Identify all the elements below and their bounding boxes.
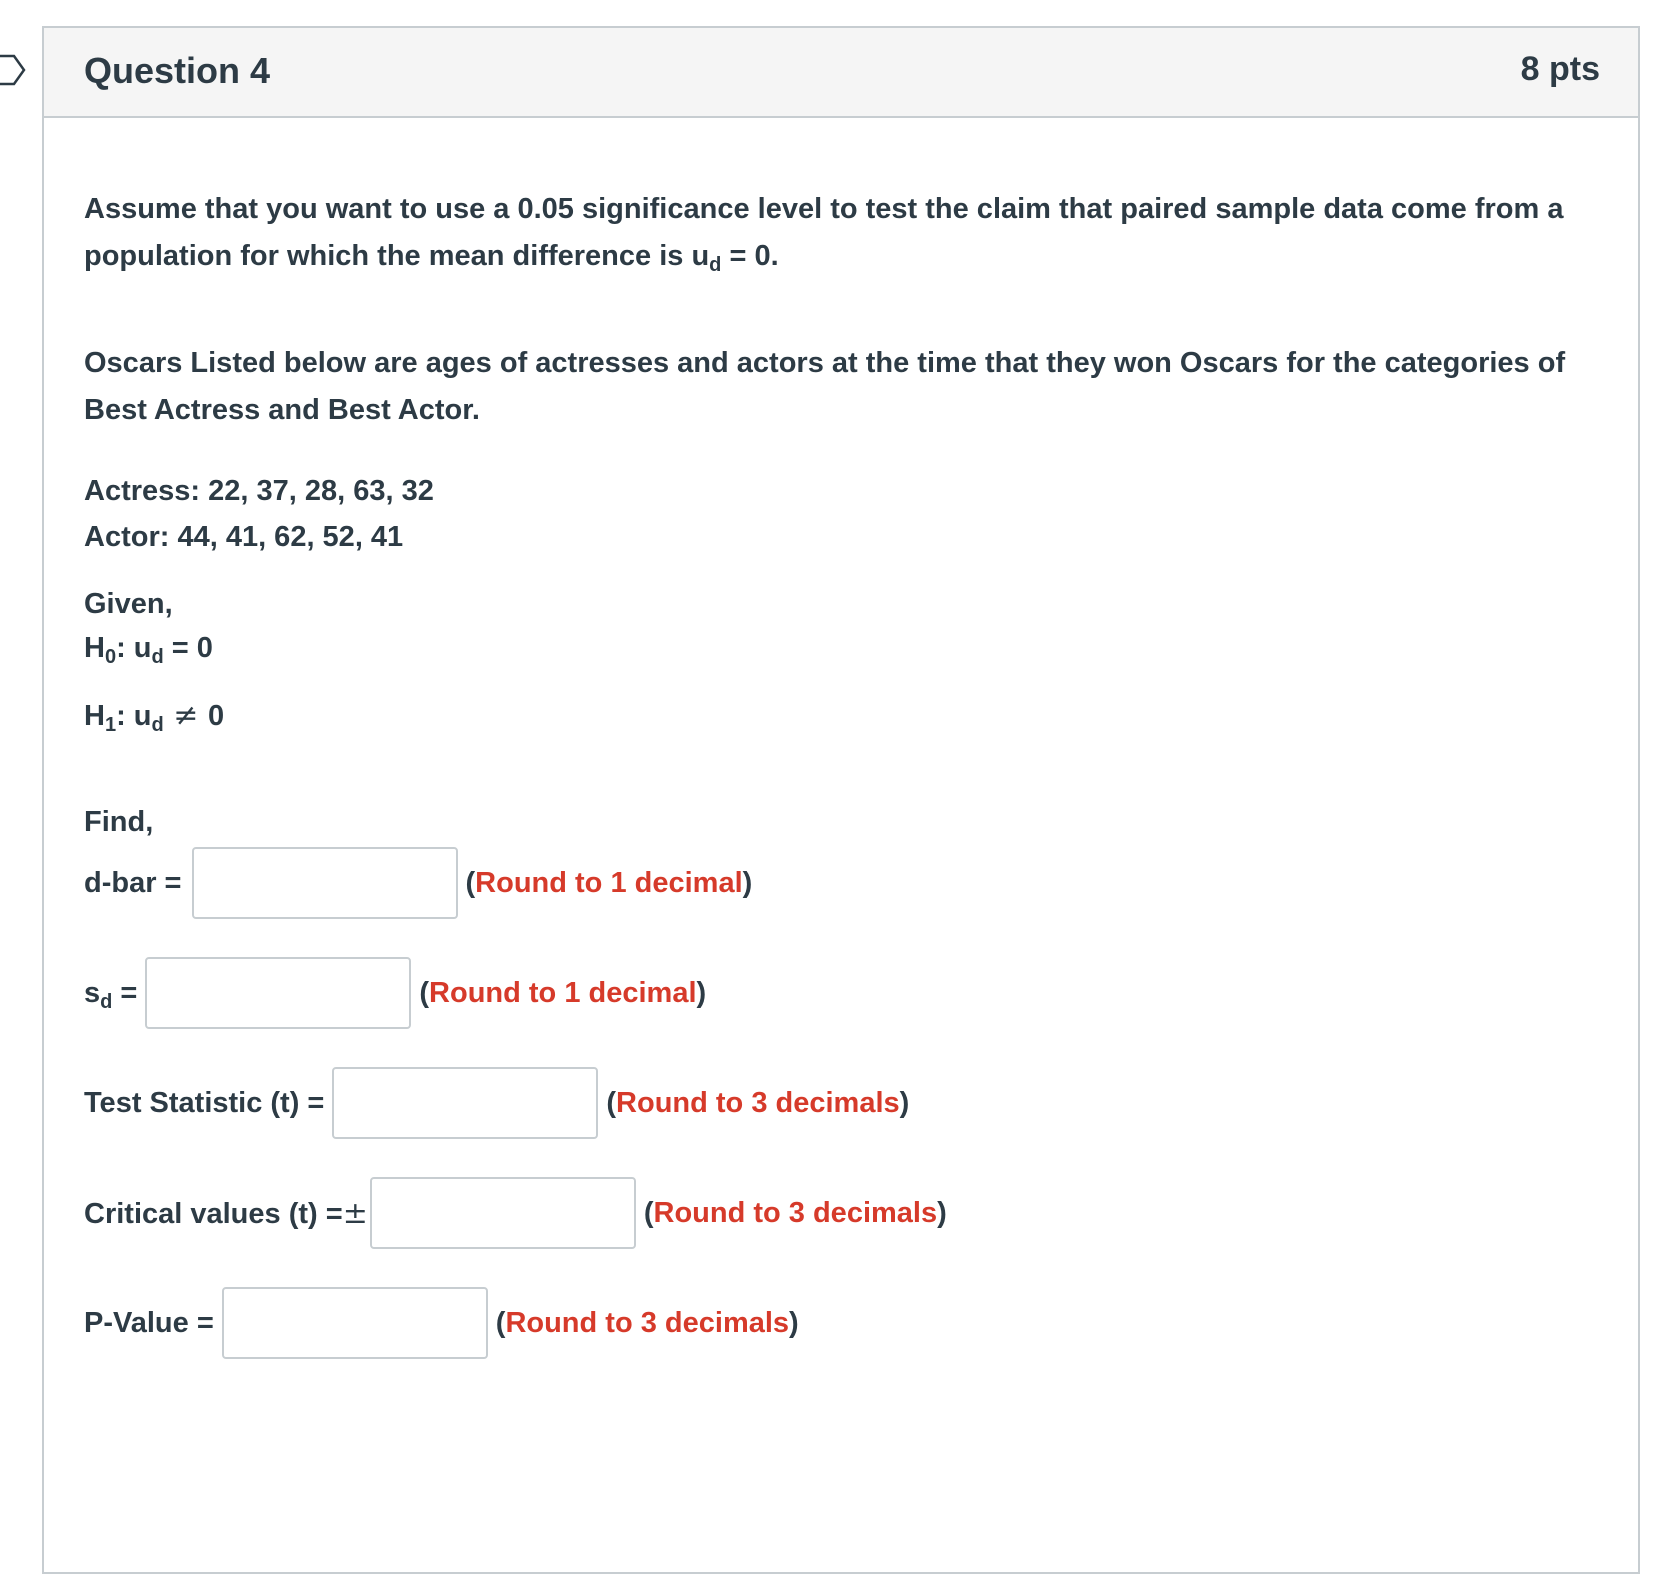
dbar-row xyxy=(84,846,752,920)
question-header xyxy=(44,28,1638,118)
question-title: Question 4 xyxy=(84,50,271,91)
sd-input[interactable] xyxy=(145,957,411,1029)
prompt-paragraph-1: Assume that you want to use a 0.05 significance level to test the claim that paired sample data come from a population for which the mean difference is $u_d = 0$. xyxy=(84,193,1564,276)
critical-values-input[interactable] xyxy=(370,1177,636,1249)
p-value-hint: (Round to 3 decimals) xyxy=(495,1306,799,1339)
test-statistic-label: Test Statistic (t) = xyxy=(84,1086,325,1119)
find-label: Find, xyxy=(84,806,154,838)
dbar-hint: (Round to 1 decimal) xyxy=(465,866,753,899)
plus-minus-symbol: ± xyxy=(342,1195,368,1231)
sd-row xyxy=(84,956,706,1030)
test-statistic-input[interactable] xyxy=(332,1067,598,1139)
critical-values-row xyxy=(84,1176,947,1250)
alternative-hypothesis: $H_1$: $u_d \ne 0$ xyxy=(84,698,225,736)
sd-hint: (Round to 1 decimal) xyxy=(419,976,707,1009)
flag-question-icon[interactable] xyxy=(0,52,30,88)
test-statistic-row xyxy=(84,1066,909,1140)
null-hypothesis: $H_0$: $u_d = 0$ xyxy=(84,632,213,668)
question-points: 8 pts xyxy=(1520,50,1600,88)
dbar-label: d-bar = xyxy=(84,866,182,899)
p-value-label: P-Value = xyxy=(84,1306,214,1339)
test-statistic-hint: (Round to 3 decimals) xyxy=(606,1086,910,1119)
actor-ages: Actor: 44, 41, 62, 52, 41 xyxy=(84,521,404,553)
critical-values-label: Critical values (t) =± xyxy=(84,1195,368,1231)
critical-values-hint: (Round to 3 decimals) xyxy=(643,1196,947,1229)
actress-ages: Actress: 22, 37, 28, 63, 32 xyxy=(84,475,434,507)
sd-label: $s_d$ = xyxy=(84,976,138,1013)
p-value-row xyxy=(84,1286,799,1360)
p-value-input[interactable] xyxy=(222,1287,488,1359)
dbar-input[interactable] xyxy=(192,847,458,919)
given-label: Given, xyxy=(84,588,173,620)
prompt-paragraph-2: Oscars Listed below are ages of actresses and actors at the time that they won Oscars for the categories of Best Actress and Best Actor. xyxy=(84,347,1566,426)
question-card xyxy=(42,26,1640,1574)
